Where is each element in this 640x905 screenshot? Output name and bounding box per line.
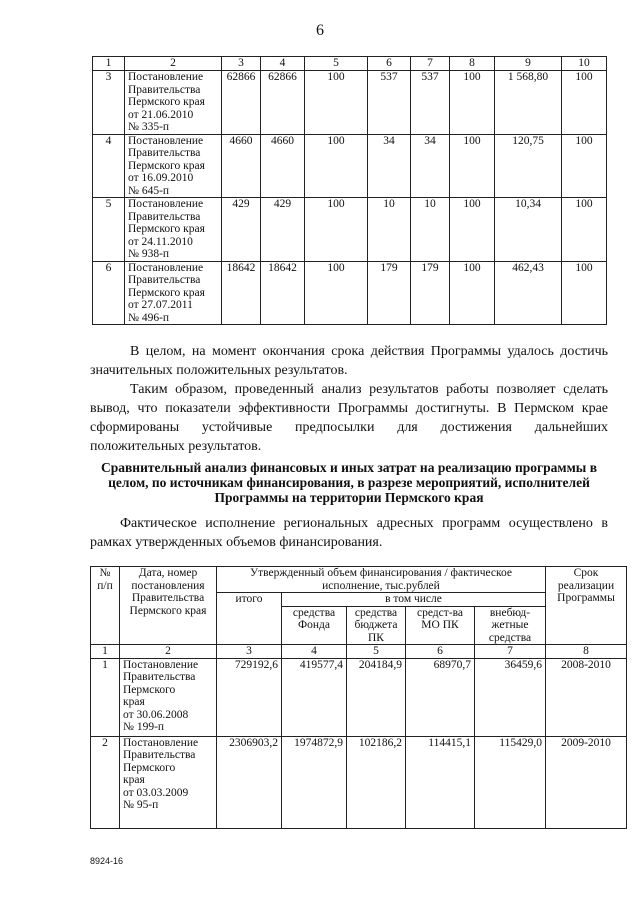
number-cell: 8 [546, 645, 627, 659]
cell-budget: 102186,2 [347, 736, 406, 828]
table-row [91, 736, 627, 828]
header-volume: Утвержденный объем финансирования / фактическое исполнение, тыс.рублей [217, 567, 546, 593]
number-cell: 7 [475, 645, 546, 659]
cell-value: 62866 [222, 71, 261, 135]
paragraph-execution: Фактическое исполнение региональных адресных программ осуществлено в рамках утвержденных объемов финансирования. [90, 516, 608, 550]
cell-resolution: Постановление Правительства Пермского края от 16.09.2010 № 645-п [125, 134, 222, 198]
cell-value: 429 [261, 198, 305, 262]
header-cell: 8 [450, 57, 495, 71]
cell-term: 2009-2010 [546, 736, 627, 828]
cell-value: 34 [411, 134, 450, 198]
cell-value: 62866 [261, 71, 305, 135]
cell-value: 100 [450, 261, 495, 325]
cell-value: 100 [562, 198, 607, 262]
cell-value: 120,75 [495, 134, 562, 198]
cell-no: 4 [93, 134, 125, 198]
cell-vneb: 115429,0 [475, 736, 546, 828]
cell-fond: 1974872,9 [282, 736, 347, 828]
cell-value: 462,43 [495, 261, 562, 325]
header-no: № п/п [91, 567, 120, 645]
cell-mo: 114415,1 [406, 736, 475, 828]
header-cell: 2 [125, 57, 222, 71]
cell-value: 179 [368, 261, 411, 325]
cell-resolution: Постановление Правительства Пермского края от 21.06.2010 № 335-п [125, 71, 222, 135]
cell-value: 100 [305, 71, 368, 135]
cell-resolution: Постановление Правительства Пермского края от 24.11.2010 № 938-п [125, 198, 222, 262]
number-cell: 6 [406, 645, 475, 659]
header-cell: 7 [411, 57, 450, 71]
number-cell: 1 [91, 645, 120, 659]
header-mo: средст-ва МО ПК [406, 606, 475, 645]
table-header-row [93, 57, 607, 71]
table-row [93, 261, 607, 325]
number-cell: 5 [347, 645, 406, 659]
paragraph-conclusion: Таким образом, проведенный анализ результатов работы позволяет сделать вывод, что показатели эффективности Программы достигнуты. В Пермском крае сформированы устойчивые предпосылки для достижения дальнейших положительных результатов. [90, 382, 608, 454]
header-cell: 4 [261, 57, 305, 71]
cell-term: 2008-2010 [546, 658, 627, 736]
number-cell: 2 [120, 645, 217, 659]
table-row [91, 658, 627, 736]
table-number-row [91, 645, 627, 659]
cell-itogo: 2306903,2 [217, 736, 282, 828]
cell-fond: 419577,4 [282, 658, 347, 736]
number-cell: 4 [282, 645, 347, 659]
header-vnebud: внебюд-жетные средства [475, 606, 546, 645]
cell-value: 1 568,80 [495, 71, 562, 135]
cell-vneb: 36459,6 [475, 658, 546, 736]
header-itogo: итого [217, 593, 282, 645]
cell-no: 1 [91, 658, 120, 736]
cell-value: 18642 [222, 261, 261, 325]
header-vtom: в том числе [282, 593, 546, 607]
page-number: 6 [316, 22, 324, 39]
table-header-row [91, 567, 627, 593]
cell-resolution: Постановление Правительства Пермского края от 03.03.2009 № 95-п [120, 736, 217, 828]
cell-itogo: 729192,6 [217, 658, 282, 736]
cell-no: 3 [93, 71, 125, 135]
financing-table [90, 566, 627, 829]
header-cell: 6 [368, 57, 411, 71]
cell-no: 5 [93, 198, 125, 262]
cell-value: 100 [305, 134, 368, 198]
cell-value: 100 [562, 71, 607, 135]
header-budget: средства бюджета ПК [347, 606, 406, 645]
header-cell: 1 [93, 57, 125, 71]
cell-value: 100 [305, 198, 368, 262]
table-row [93, 134, 607, 198]
cell-mo: 68970,7 [406, 658, 475, 736]
cell-resolution: Постановление Правительства Пермского края от 30.06.2008 № 199-п [120, 658, 217, 736]
cell-resolution: Постановление Правительства Пермского края от 27.07.2011 № 496-п [125, 261, 222, 325]
cell-value: 100 [562, 134, 607, 198]
results-table [92, 56, 607, 325]
cell-value: 100 [562, 261, 607, 325]
header-cell: 5 [305, 57, 368, 71]
number-cell: 3 [217, 645, 282, 659]
cell-budget: 204184,9 [347, 658, 406, 736]
table-row [93, 71, 607, 135]
table-row [93, 198, 607, 262]
header-cell: 10 [562, 57, 607, 71]
header-cell: 3 [222, 57, 261, 71]
cell-value: 18642 [261, 261, 305, 325]
cell-value: 10 [411, 198, 450, 262]
cell-value: 100 [450, 198, 495, 262]
cell-value: 179 [411, 261, 450, 325]
cell-value: 537 [368, 71, 411, 135]
cell-value: 4660 [222, 134, 261, 198]
section-heading: Сравнительный анализ финансовых и иных затрат на реализацию программы в целом, по источникам финансирования, в разрезе мероприятий, исполнителей Программы на территории Пермского края [101, 460, 597, 505]
cell-value: 4660 [261, 134, 305, 198]
cell-value: 100 [450, 134, 495, 198]
header-date: Дата, номер постановления Правительства Пермского края [120, 567, 217, 645]
paragraph-summary: В целом, на момент окончания срока действия Программы удалось достичь значительных положительных результатов. [90, 344, 608, 378]
footer-code: 8924-16 [90, 856, 124, 866]
cell-value: 10,34 [495, 198, 562, 262]
cell-no: 2 [91, 736, 120, 828]
cell-value: 10 [368, 198, 411, 262]
cell-value: 100 [305, 261, 368, 325]
cell-no: 6 [93, 261, 125, 325]
cell-value: 429 [222, 198, 261, 262]
cell-value: 537 [411, 71, 450, 135]
cell-value: 100 [450, 71, 495, 135]
header-term: Срок реализации Программы [546, 567, 627, 645]
header-cell: 9 [495, 57, 562, 71]
cell-value: 34 [368, 134, 411, 198]
header-fond: средства Фонда [282, 606, 347, 645]
